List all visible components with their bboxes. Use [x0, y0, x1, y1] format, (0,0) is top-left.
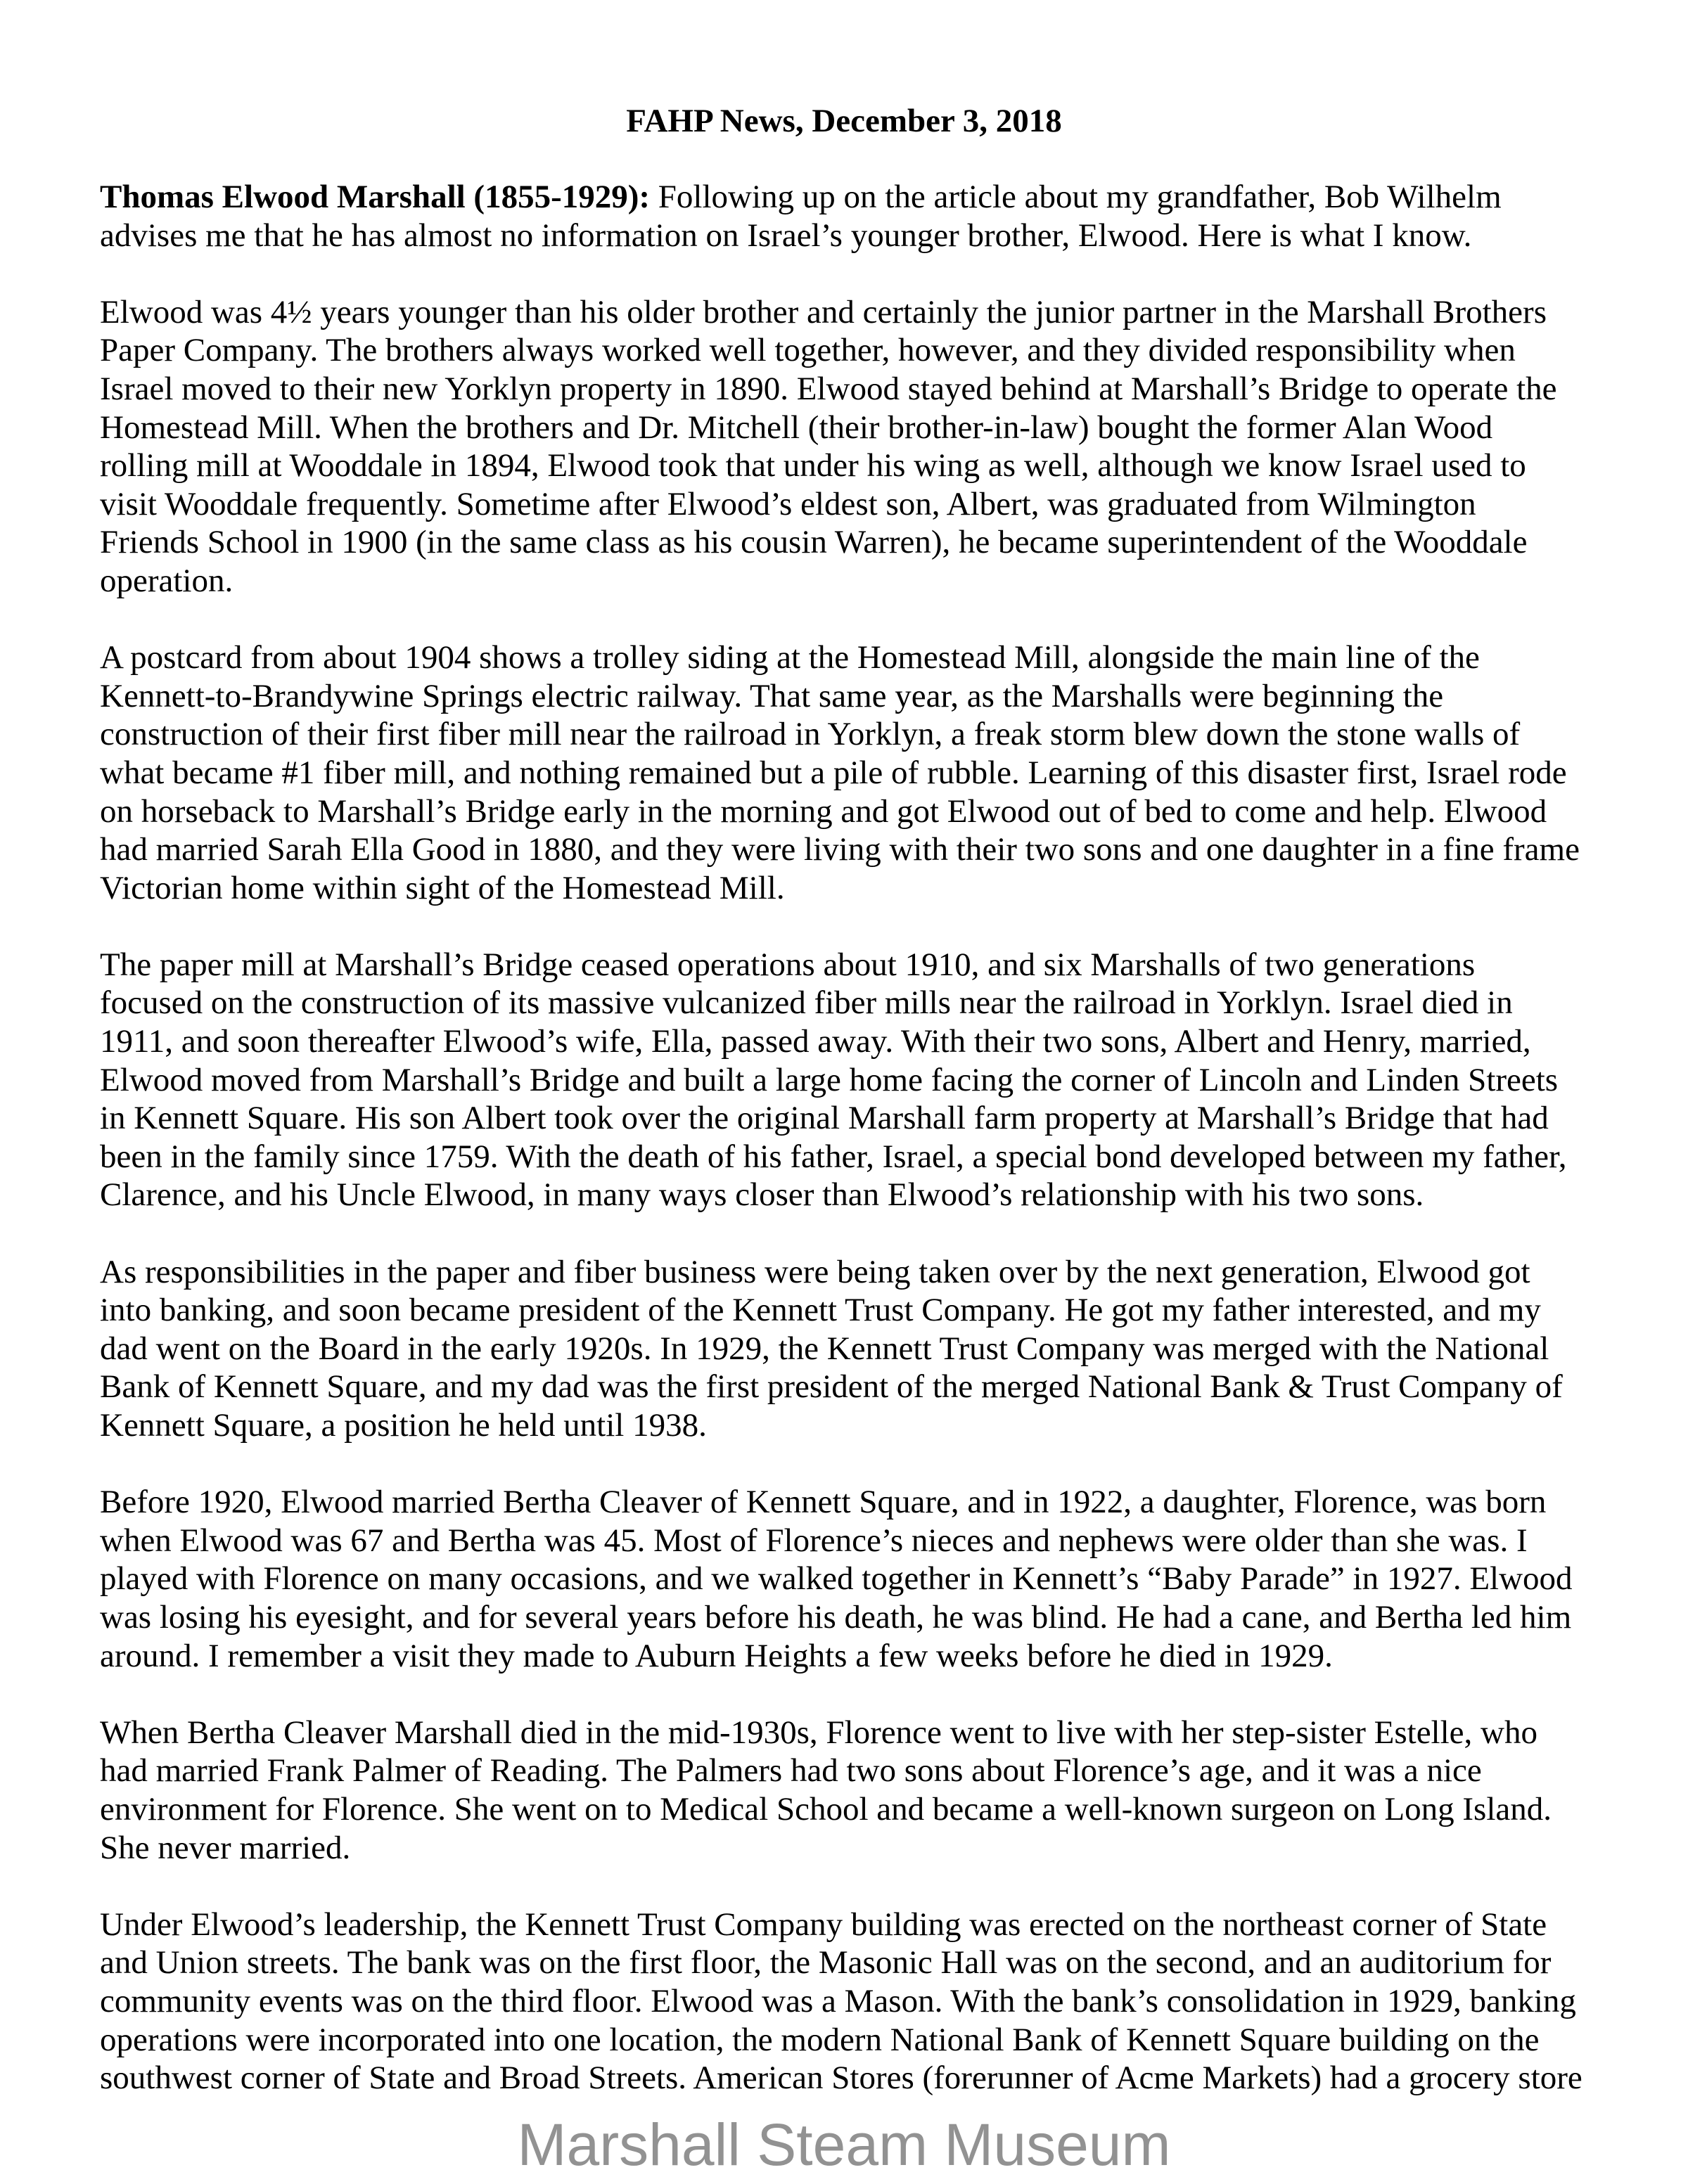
line-text: A postcard from about 1904 shows a trolley siding at the Homestead Mill, alongside the main line of the [100, 639, 1480, 676]
text-line [100, 830, 1647, 869]
text-line [100, 523, 1647, 562]
line-text: Victorian home within sight of the Homestead Mill. [100, 869, 785, 906]
text-line [100, 1330, 1647, 1368]
watermark: Marshall Steam Museum [517, 2112, 1171, 2178]
text-line [100, 984, 1647, 1022]
line-text: Elwood was 4½ years younger than his older brother and certainly the junior partner in the Marshall Brothers [100, 293, 1547, 330]
line-text: operation. [100, 562, 234, 599]
paragraph [100, 178, 1647, 255]
line-text: dad went on the Board in the early 1920s. In 1929, the Kennett Trust Company was merged with the National [100, 1330, 1549, 1367]
line-text: focused on the construction of its massive vulcanized fiber mills near the railroad in Yorklyn. Israel died in [100, 984, 1513, 1022]
text-line [100, 217, 1647, 255]
line-text: had married Frank Palmer of Reading. The Palmers had two sons about Florence’s age, and it was a nice [100, 1752, 1482, 1790]
text-line [100, 715, 1647, 754]
paragraph [100, 1714, 1647, 1867]
line-text: when Elwood was 67 and Bertha was 45. Most of Florence’s nieces and nephews were older than she was. I [100, 1522, 1528, 1559]
text-line [100, 754, 1647, 792]
text-line [100, 946, 1647, 984]
line-text: The paper mill at Marshall’s Bridge ceased operations about 1910, and six Marshalls of two generations [100, 946, 1476, 983]
paragraph [100, 1253, 1647, 1445]
text-line [100, 638, 1647, 677]
text-line [100, 792, 1647, 831]
line-text: operations were incorporated into one location, the modern National Bank of Kennett Square building on the [100, 2021, 1540, 2058]
line-text: environment for Florence. She went on to Medical School and became a well-known surgeon on Long Island. [100, 1790, 1552, 1828]
text-line [100, 1406, 1647, 1445]
line-text: and Union streets. The bank was on the first floor, the Masonic Hall was on the second, and an auditorium for [100, 1944, 1552, 1981]
text-line [100, 1829, 1647, 1868]
line-text: Israel moved to their new Yorklyn property in 1890. Elwood stayed behind at Marshall’s Bridge to operate the [100, 370, 1557, 407]
article-body [100, 178, 1647, 2135]
text-line [100, 1099, 1647, 1138]
line-text: Before 1920, Elwood married Bertha Cleaver of Kennett Square, and in 1922, a daughter, Florence, was born [100, 1484, 1547, 1521]
line-text: was losing his eyesight, and for several years before his death, he was blind. He had a cane, and Bertha led him [100, 1598, 1572, 1636]
line-text: played with Florence on many occasions, and we walked together in Kennett’s “Baby Parade” in 1927. Elwood [100, 1560, 1573, 1598]
text-line [100, 1637, 1647, 1676]
text-line [100, 1790, 1647, 1829]
text-line [100, 293, 1647, 332]
line-text: what became #1 fiber mill, and nothing remained but a pile of rubble. Learning of this disaster first, Israel rode [100, 754, 1567, 791]
line-text: been in the family since 1759. With the death of his father, Israel, a special bond developed between my father, [100, 1138, 1567, 1175]
text-line [100, 1714, 1647, 1752]
text-line [100, 2059, 1647, 2098]
text-line [100, 1752, 1647, 1790]
page-title: FAHP News, December 3, 2018 [626, 103, 1062, 139]
line-text: in Kennett Square. His son Albert took over the original Marshall farm property at Marshall’s Bridge that had [100, 1100, 1549, 1137]
line-text: Elwood moved from Marshall’s Bridge and built a large home facing the corner of Lincoln and Linden Streets [100, 1061, 1559, 1098]
text-line [100, 1598, 1647, 1637]
line-text: advises me that he has almost no information on Israel’s younger brother, Elwood. Here is what I know. [100, 217, 1472, 254]
text-line [100, 1944, 1647, 1982]
text-line [100, 677, 1647, 716]
text-line [100, 1253, 1647, 1292]
line-text: visit Wooddale frequently. Sometime after Elwood’s eldest son, Albert, was graduated from Wilmington [100, 485, 1476, 522]
text-line [100, 409, 1647, 447]
paragraph [100, 638, 1647, 907]
text-line [100, 1368, 1647, 1406]
line-text: Under Elwood’s leadership, the Kennett Trust Company building was erected on the northeast corner of State [100, 1906, 1547, 1943]
text-line [100, 1560, 1647, 1598]
line-text: rolling mill at Wooddale in 1894, Elwood took that under his wing as well, although we know Israel used to [100, 447, 1526, 484]
text-line [100, 447, 1647, 485]
text-line [100, 1176, 1647, 1214]
paragraph [100, 293, 1647, 600]
text-line [100, 869, 1647, 908]
text-line [100, 1906, 1647, 1944]
text-line [100, 2021, 1647, 2060]
line-text: on horseback to Marshall’s Bridge early in the morning and got Elwood out of bed to come and help. Elwood [100, 792, 1547, 830]
paragraph [100, 1906, 1647, 2098]
text-line [100, 370, 1647, 409]
line-text: community events was on the third floor. Elwood was a Mason. With the bank’s consolidation in 1929, banking [100, 1982, 1576, 2019]
text-line [100, 1022, 1647, 1061]
text-line [100, 1291, 1647, 1330]
text-line [100, 331, 1647, 370]
line-text: As responsibilities in the paper and fiber business were being taken over by the next generation, Elwood got [100, 1253, 1530, 1290]
text-line [100, 178, 1647, 217]
article-heading: Thomas Elwood Marshall (1855-1929): [100, 179, 651, 215]
line-text: 1911, and soon thereafter Elwood’s wife, Ella, passed away. With their two sons, Albert and Henry, married, [100, 1023, 1531, 1060]
text-line [100, 1982, 1647, 2021]
line-text: southwest corner of State and Broad Streets. American Stores (forerunner of Acme Markets) had a grocery store [100, 2060, 1582, 2097]
text-line [100, 1061, 1647, 1100]
line-text: Clarence, and his Uncle Elwood, in many ways closer than Elwood’s relationship with his two sons. [100, 1176, 1424, 1214]
text-line [100, 1522, 1647, 1560]
line-text: Kennett Square, a position he held until 1938. [100, 1407, 707, 1444]
line-text: Bank of Kennett Square, and my dad was the first president of the merged National Bank & Trust Company of [100, 1368, 1563, 1406]
line-text: Kennett-to-Brandywine Springs electric railway. That same year, as the Marshalls were beginning the [100, 677, 1444, 714]
line-text: had married Sarah Ella Good in 1880, and they were living with their two sons and one daughter in a fine frame [100, 831, 1580, 868]
line-text: Following up on the article about my grandfather, Bob Wilhelm [650, 179, 1502, 215]
paragraph [100, 946, 1647, 1214]
line-text: construction of their first fiber mill near the railroad in Yorklyn, a freak storm blew down the stone walls of [100, 716, 1521, 753]
line-text: into banking, and soon became president of the Kennett Trust Company. He got my father interested, and my [100, 1292, 1541, 1329]
line-text: around. I remember a visit they made to Auburn Heights a few weeks before he died in 1929. [100, 1637, 1333, 1674]
line-text: Friends School in 1900 (in the same class as his cousin Warren), he became superintendent of the Wooddale [100, 524, 1528, 561]
line-text: Paper Company. The brothers always worked well together, however, and they divided responsibility when [100, 332, 1516, 369]
text-line [100, 562, 1647, 600]
line-text: Homestead Mill. When the brothers and Dr. Mitchell (their brother-in-law) bought the former Alan Wood [100, 409, 1493, 446]
text-line [100, 1483, 1647, 1522]
line-text: When Bertha Cleaver Marshall died in the mid-1930s, Florence went to live with her step-sister Estelle, who [100, 1714, 1537, 1751]
text-line [100, 1138, 1647, 1176]
line-text: She never married. [100, 1829, 351, 1866]
paragraph [100, 1483, 1647, 1675]
text-line [100, 485, 1647, 524]
